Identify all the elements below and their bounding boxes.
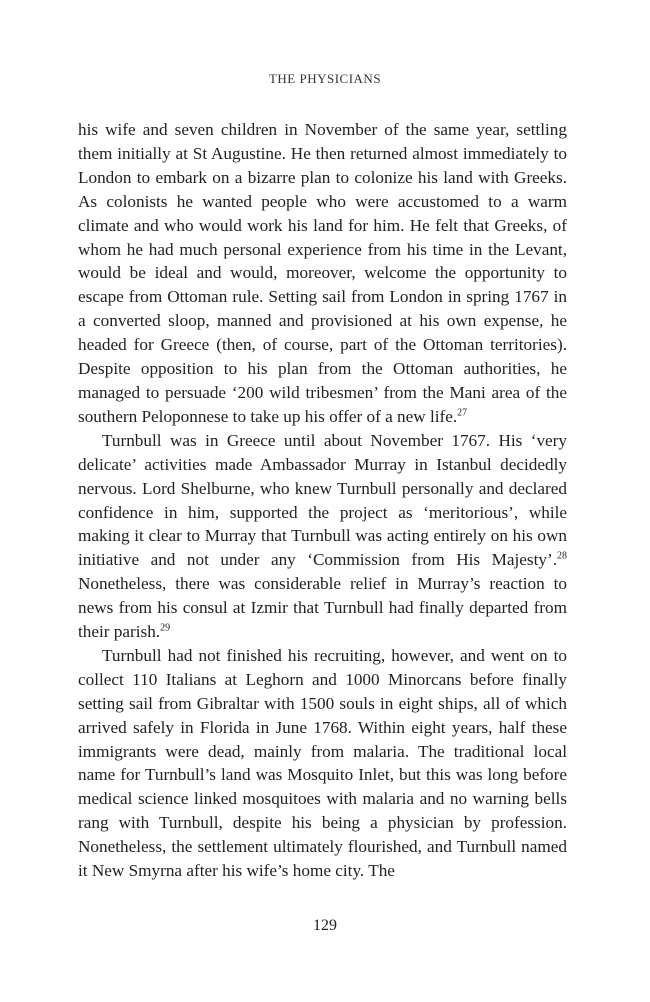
paragraph-2 [78,429,567,644]
paragraph-1 [78,118,567,429]
running-head: THE PHYSICIANS [268,71,382,86]
paragraph-text: his wife and seven children in November of the same year, settling them initially at St Augustine. He then returned almost immediately to London to embark on a bizarre plan to colonize his land with Greeks. As colonists he wanted people who were accustomed to a warm climate and who would work his land for him. He felt that Greeks, of whom he had much personal experience from his time in the Levant, would be ideal and would, moreover, welcome the opportunity to escape from Ottoman rule. Setting sail from London in spring 1767 in a converted sloop, manned and provisioned at his own expense, he headed for Greece (then, of course, part of the Ottoman territories). Despite opposition to his plan from the Ottoman authorities, he managed to persuade ‘200 wild tribesmen’ from the Mani area of the southern Peloponnese to take up his offer of a new life. [78,120,567,426]
paragraph-text: Nonetheless, there was considerable relief in Murray’s reaction to news from his consul at Izmir that Turnbull had finally departed from their parish. [78,574,567,642]
footnote-ref-27[interactable]: 27 [457,407,468,419]
paragraph-text: Turnbull had not finished his recruiting, however, and went on to collect 110 Italians at Leghorn and 1000 Minorcans before finally setting sail from Gibraltar with 1500 souls in eight ships, all of which arrived safely in Florida in June 1768. Within eight years, half these immigrants were dead, mainly from malaria. The traditional local name for Turnbull’s land was Mosquito Inlet, but this was long before medical science linked mosquitoes with malaria and no warning bells rang with Turnbull, despite his being a physician by profession. Nonetheless, the settlement ultimately flourished, and Turnbull named it New Smyrna after his wife’s home city. The [78,645,567,881]
footnote-ref-28[interactable]: 28 [557,550,567,562]
page-number: 129 [313,917,337,934]
footnote-ref-29[interactable]: 29 [160,622,171,634]
body-text [78,118,567,883]
paragraph-3 [78,644,567,883]
paragraph-text: Turnbull was in Greece until about November 1767. His ‘very delicate’ activities made Ambassador Murray in Istanbul decidedly nervous. Lord Shelburne, who knew Turnbull personally and declared confidence in him, supported the project as ‘meritorious’, while making it clear to Murray that Turnbull was acting entirely on his own initiative and not under any ‘Commission from His Majesty’. [78,430,567,570]
